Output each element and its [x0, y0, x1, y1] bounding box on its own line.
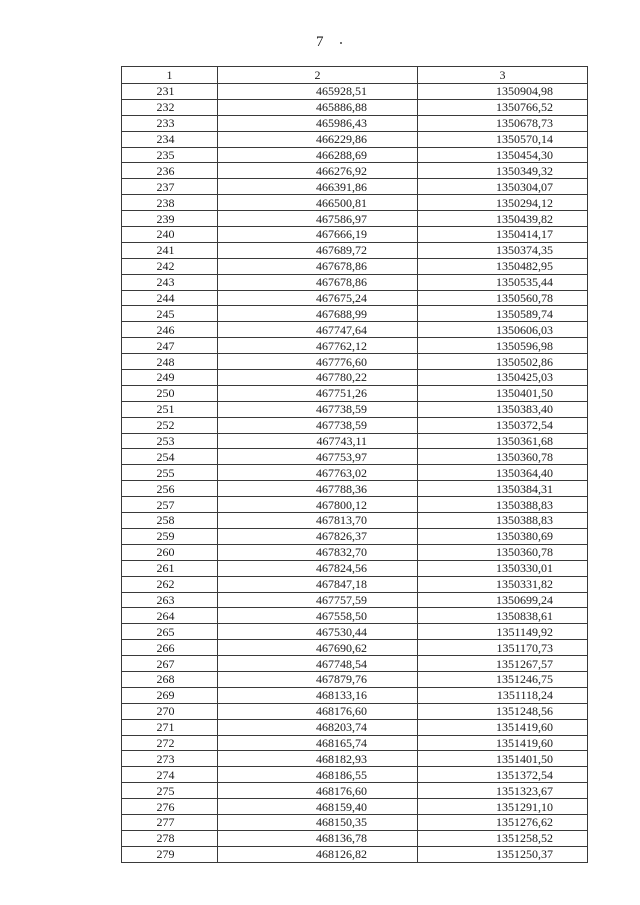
header-cell-2: 2 [218, 67, 418, 84]
table-row [122, 211, 588, 227]
point-number-cell: 264 [122, 608, 218, 624]
coordinate-x-cell: 467776,60 [218, 354, 418, 370]
header-cell-3: 3 [418, 67, 588, 84]
coordinate-y-cell: 1351276,62 [418, 814, 588, 830]
coordinate-y-cell: 1351372,54 [418, 767, 588, 783]
coordinate-x-cell: 466391,86 [218, 179, 418, 195]
table-row [122, 242, 588, 258]
table-row [122, 401, 588, 417]
coordinate-y-cell: 1350425,03 [418, 370, 588, 386]
table-row [122, 624, 588, 640]
table-row [122, 338, 588, 354]
point-number-cell: 257 [122, 497, 218, 513]
point-number-cell: 255 [122, 465, 218, 481]
coordinate-x-cell: 468136,78 [218, 830, 418, 846]
coordinate-x-cell: 467530,44 [218, 624, 418, 640]
table-row [122, 830, 588, 846]
coordinate-y-cell: 1350766,52 [418, 99, 588, 115]
table-row [122, 385, 588, 401]
coordinate-y-cell: 1350535,44 [418, 274, 588, 290]
point-number-cell: 237 [122, 179, 218, 195]
point-number-cell: 266 [122, 640, 218, 656]
coordinate-y-cell: 1350606,03 [418, 322, 588, 338]
table-row [122, 179, 588, 195]
table-row [122, 608, 588, 624]
point-number-cell: 233 [122, 115, 218, 131]
coordinate-y-cell: 1350331,82 [418, 576, 588, 592]
point-number-cell: 262 [122, 576, 218, 592]
point-number-cell: 271 [122, 719, 218, 735]
coordinate-y-cell: 1351401,50 [418, 751, 588, 767]
coordinate-y-cell: 1350560,78 [418, 290, 588, 306]
point-number-cell: 261 [122, 560, 218, 576]
coordinate-x-cell: 468186,55 [218, 767, 418, 783]
point-number-cell: 247 [122, 338, 218, 354]
point-number-cell: 240 [122, 227, 218, 243]
table-row [122, 703, 588, 719]
table-row [122, 147, 588, 163]
table-row [122, 719, 588, 735]
table-row [122, 290, 588, 306]
table-row [122, 513, 588, 529]
table-row [122, 227, 588, 243]
coordinate-y-cell: 1350401,50 [418, 385, 588, 401]
scan-speck [340, 42, 342, 44]
coordinate-x-cell: 467678,86 [218, 274, 418, 290]
point-number-cell: 263 [122, 592, 218, 608]
table-row [122, 481, 588, 497]
table-row [122, 115, 588, 131]
coordinate-x-cell: 467879,76 [218, 671, 418, 687]
coordinate-x-cell: 466276,92 [218, 163, 418, 179]
page-number: 7 [316, 34, 324, 50]
table-row [122, 131, 588, 147]
coordinate-y-cell: 1350360,78 [418, 449, 588, 465]
table-row [122, 814, 588, 830]
point-number-cell: 253 [122, 433, 218, 449]
coordinate-y-cell: 1350384,31 [418, 481, 588, 497]
point-number-cell: 231 [122, 84, 218, 100]
coordinate-y-cell: 1350383,40 [418, 401, 588, 417]
coordinate-y-cell: 1350364,40 [418, 465, 588, 481]
point-number-cell: 275 [122, 783, 218, 799]
point-number-cell: 272 [122, 735, 218, 751]
header-row [122, 67, 588, 84]
point-number-cell: 232 [122, 99, 218, 115]
coordinate-x-cell: 466500,81 [218, 195, 418, 211]
coordinate-y-cell: 1351246,75 [418, 671, 588, 687]
point-number-cell: 279 [122, 846, 218, 862]
table-body [122, 84, 588, 863]
point-number-cell: 276 [122, 799, 218, 815]
point-number-cell: 236 [122, 163, 218, 179]
coordinate-x-cell: 467747,64 [218, 322, 418, 338]
coordinate-y-cell: 1350330,01 [418, 560, 588, 576]
coordinate-x-cell: 467688,99 [218, 306, 418, 322]
coordinate-y-cell: 1350454,30 [418, 147, 588, 163]
coordinate-y-cell: 1350904,98 [418, 84, 588, 100]
table-row [122, 687, 588, 703]
coordinate-y-cell: 1351291,10 [418, 799, 588, 815]
coordinate-x-cell: 467738,59 [218, 417, 418, 433]
point-number-cell: 252 [122, 417, 218, 433]
coordinate-x-cell: 468176,60 [218, 703, 418, 719]
table-row [122, 751, 588, 767]
point-number-cell: 250 [122, 385, 218, 401]
coordinate-x-cell: 467757,59 [218, 592, 418, 608]
point-number-cell: 258 [122, 513, 218, 529]
coordinate-x-cell: 467558,50 [218, 608, 418, 624]
coordinate-x-cell: 467751,26 [218, 385, 418, 401]
point-number-cell: 234 [122, 131, 218, 147]
coordinate-x-cell: 467666,19 [218, 227, 418, 243]
coordinate-y-cell: 1350304,07 [418, 179, 588, 195]
coordinate-x-cell: 467738,59 [218, 401, 418, 417]
point-number-cell: 246 [122, 322, 218, 338]
coordinate-y-cell: 1351323,67 [418, 783, 588, 799]
point-number-cell: 267 [122, 656, 218, 672]
table-row [122, 560, 588, 576]
point-number-cell: 260 [122, 544, 218, 560]
coordinate-x-cell: 466288,69 [218, 147, 418, 163]
coordinate-y-cell: 1350439,82 [418, 211, 588, 227]
table-row [122, 592, 588, 608]
coordinate-x-cell: 467689,72 [218, 242, 418, 258]
table-row [122, 322, 588, 338]
coordinate-y-cell: 1350372,54 [418, 417, 588, 433]
coordinate-y-cell: 1350388,83 [418, 513, 588, 529]
point-number-cell: 259 [122, 528, 218, 544]
coordinate-x-cell: 467753,97 [218, 449, 418, 465]
point-number-cell: 268 [122, 671, 218, 687]
point-number-cell: 270 [122, 703, 218, 719]
coordinate-y-cell: 1351149,92 [418, 624, 588, 640]
coordinate-x-cell: 468126,82 [218, 846, 418, 862]
coordinate-x-cell: 467678,86 [218, 258, 418, 274]
coordinate-y-cell: 1350374,35 [418, 242, 588, 258]
coordinate-x-cell: 467800,12 [218, 497, 418, 513]
coordinate-x-cell: 467762,12 [218, 338, 418, 354]
coordinate-y-cell: 1351248,56 [418, 703, 588, 719]
table-row [122, 274, 588, 290]
coordinate-y-cell: 1350294,12 [418, 195, 588, 211]
table-row [122, 258, 588, 274]
coordinate-x-cell: 467763,02 [218, 465, 418, 481]
coordinate-y-cell: 1350596,98 [418, 338, 588, 354]
coordinate-x-cell: 467748,54 [218, 656, 418, 672]
coordinate-y-cell: 1351118,24 [418, 687, 588, 703]
table-row [122, 799, 588, 815]
coordinate-y-cell: 1350589,74 [418, 306, 588, 322]
table-row [122, 163, 588, 179]
point-number-cell: 254 [122, 449, 218, 465]
coordinate-y-cell: 1350360,78 [418, 544, 588, 560]
table-row [122, 433, 588, 449]
coordinate-x-cell: 468176,60 [218, 783, 418, 799]
table-row [122, 671, 588, 687]
coordinate-x-cell: 467586,97 [218, 211, 418, 227]
point-number-cell: 256 [122, 481, 218, 497]
table-row [122, 576, 588, 592]
coordinate-y-cell: 1351250,37 [418, 846, 588, 862]
coordinate-x-cell: 468165,74 [218, 735, 418, 751]
point-number-cell: 274 [122, 767, 218, 783]
coordinate-y-cell: 1350838,61 [418, 608, 588, 624]
coordinate-x-cell: 467675,24 [218, 290, 418, 306]
table-row [122, 417, 588, 433]
coordinate-y-cell: 1350349,32 [418, 163, 588, 179]
coordinate-x-cell: 468182,93 [218, 751, 418, 767]
table-row [122, 354, 588, 370]
point-number-cell: 251 [122, 401, 218, 417]
coordinate-y-cell: 1351258,52 [418, 830, 588, 846]
table-row [122, 735, 588, 751]
table-row [122, 370, 588, 386]
coordinate-y-cell: 1350388,83 [418, 497, 588, 513]
point-number-cell: 242 [122, 258, 218, 274]
point-number-cell: 248 [122, 354, 218, 370]
coordinate-x-cell: 467832,70 [218, 544, 418, 560]
point-number-cell: 273 [122, 751, 218, 767]
coordinate-x-cell: 465986,43 [218, 115, 418, 131]
coordinate-y-cell: 1350570,14 [418, 131, 588, 147]
coordinate-x-cell: 467824,56 [218, 560, 418, 576]
coordinate-x-cell: 467690,62 [218, 640, 418, 656]
coordinate-x-cell: 466229,86 [218, 131, 418, 147]
point-number-cell: 245 [122, 306, 218, 322]
table-row [122, 783, 588, 799]
coordinate-x-cell: 468133,16 [218, 687, 418, 703]
table-row [122, 306, 588, 322]
coordinate-x-cell: 465928,51 [218, 84, 418, 100]
coordinates-table [121, 66, 588, 863]
header-cell-1: 1 [122, 67, 218, 84]
point-number-cell: 239 [122, 211, 218, 227]
coordinate-y-cell: 1350414,17 [418, 227, 588, 243]
coordinate-y-cell: 1350502,86 [418, 354, 588, 370]
coordinate-y-cell: 1350380,69 [418, 528, 588, 544]
coordinate-x-cell: 467743,11 [218, 433, 418, 449]
coordinate-x-cell: 467826,37 [218, 528, 418, 544]
coordinate-y-cell: 1350361,68 [418, 433, 588, 449]
coordinate-x-cell: 465886,88 [218, 99, 418, 115]
table-row [122, 528, 588, 544]
coordinate-x-cell: 467847,18 [218, 576, 418, 592]
point-number-cell: 277 [122, 814, 218, 830]
point-number-cell: 238 [122, 195, 218, 211]
coordinate-y-cell: 1351419,60 [418, 719, 588, 735]
table-row [122, 84, 588, 100]
table-row [122, 99, 588, 115]
point-number-cell: 243 [122, 274, 218, 290]
point-number-cell: 235 [122, 147, 218, 163]
coordinate-y-cell: 1350678,73 [418, 115, 588, 131]
coordinate-y-cell: 1351170,73 [418, 640, 588, 656]
coordinate-x-cell: 467813,70 [218, 513, 418, 529]
table-row [122, 449, 588, 465]
coordinate-y-cell: 1351267,57 [418, 656, 588, 672]
coordinate-y-cell: 1350699,24 [418, 592, 588, 608]
point-number-cell: 278 [122, 830, 218, 846]
coordinate-x-cell: 468150,35 [218, 814, 418, 830]
coordinate-y-cell: 1350482,95 [418, 258, 588, 274]
point-number-cell: 244 [122, 290, 218, 306]
table-row [122, 544, 588, 560]
point-number-cell: 269 [122, 687, 218, 703]
table-row [122, 767, 588, 783]
table-row [122, 640, 588, 656]
table-row [122, 846, 588, 862]
point-number-cell: 265 [122, 624, 218, 640]
point-number-cell: 241 [122, 242, 218, 258]
coordinate-x-cell: 467780,22 [218, 370, 418, 386]
coordinate-x-cell: 468159,40 [218, 799, 418, 815]
coordinate-y-cell: 1351419,60 [418, 735, 588, 751]
table-row [122, 497, 588, 513]
table-row [122, 195, 588, 211]
coordinate-x-cell: 468203,74 [218, 719, 418, 735]
point-number-cell: 249 [122, 370, 218, 386]
table-row [122, 656, 588, 672]
table-row [122, 465, 588, 481]
coordinate-x-cell: 467788,36 [218, 481, 418, 497]
